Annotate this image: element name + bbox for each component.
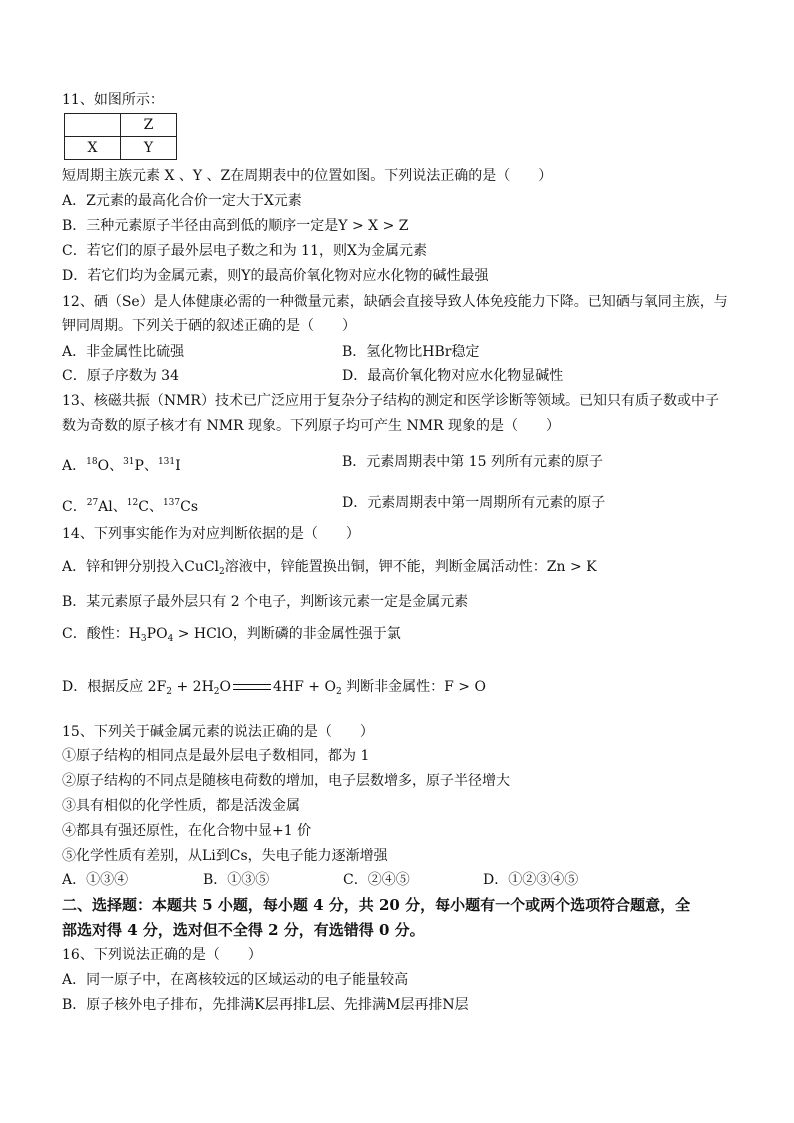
q14-option-b: B．某元素原子最外层只有 2 个电子，判断该元素一定是金属元素: [62, 594, 469, 610]
subscript: 2: [335, 687, 342, 697]
q11-option-b: B．三种元素原子半径由高到低的顺序一定是Y > X > Z: [62, 218, 409, 234]
q15-option-c: C．②④⑤: [343, 872, 410, 888]
q12-option-b: B．氢化物比HBr稳定: [342, 344, 480, 360]
q15-option-d: D．①②③④⑤: [483, 872, 579, 888]
periodic-position-table: [64, 113, 177, 160]
q15-statement-4: ④都具有强还原性，在化合物中显+1 价: [62, 823, 312, 839]
element-symbol: Cs: [180, 499, 199, 515]
q13-option-c: [62, 493, 198, 513]
q12-option-d: D．最高价氧化物对应水化物显碱性: [342, 368, 564, 384]
q13-option-a: [62, 452, 181, 472]
subscript: 4: [167, 634, 174, 644]
q15-option-b: B．①③⑤: [203, 872, 270, 888]
mass-number: 131: [157, 457, 176, 467]
q15-statement-2: ②原子结构的不同点是随核电荷数的增加，电子层数增多，原子半径增大: [62, 773, 510, 789]
q13-stem-line1: 13、核磁共振（NMR）技术已广泛应用于复杂分子结构的测定和医学诊断等领域。已知只有质子数或中子: [62, 393, 719, 409]
q15-statement-1: ①原子结构的相同点是最外层电子数相同，都为 1: [62, 748, 370, 764]
table-cell-x: X: [65, 137, 121, 160]
section-2-heading-line2: 部选对得 4 分，选对但不全得 2 分，有选错得 0 分。: [62, 921, 425, 939]
option-label: A．: [62, 458, 87, 474]
q11-option-d: D．若它们均为金属元素，则Y的最高价氧化物对应水化物的碱性最强: [62, 268, 489, 284]
q16-option-a: A．同一原子中，在离核较远的区域运动的电子能量较高: [62, 972, 409, 988]
q12-option-a: A．非金属性比硫强: [62, 344, 185, 360]
section-2-heading-line1: 二、选择题：本题共 5 小题，每小题 4 分，共 20 分，每小题有一个或两个选项符合题意，全: [62, 896, 691, 914]
q12-option-c: C．原子序数为 34: [62, 368, 179, 384]
option-text: 4HF + O: [273, 679, 336, 695]
mass-number: 27: [86, 498, 99, 508]
separator: 、: [148, 499, 163, 515]
subscript: 2: [166, 687, 173, 697]
q13-stem-line2: 数为奇数的原子核才有 NMR 现象。下列原子均可产生 NMR 现象的是（ ）: [62, 418, 561, 434]
element-symbol: Al: [98, 499, 113, 515]
q11-stem: 短周期主族元素 X 、Y 、Z在周期表中的位置如图。下列说法正确的是（ ）: [62, 168, 553, 184]
q14-option-d: [62, 677, 486, 697]
separator: 、: [112, 499, 127, 515]
element-symbol: P: [134, 458, 144, 474]
q15-stem: 15、下列关于碱金属元素的说法正确的是（ ）: [62, 724, 374, 740]
q11-option-a: A．Z元素的最高化合价一定大于X元素: [62, 193, 302, 209]
q14-option-a: [62, 557, 597, 577]
mass-number: 137: [162, 498, 181, 508]
option-text: 溶液中，锌能置换出铜，钾不能，判断金属活动性：Zn > K: [224, 559, 597, 575]
element-symbol: I: [175, 458, 181, 474]
option-text: > HClO，判断磷的非金属性强于氯: [173, 626, 401, 642]
q14-stem: 14、下列事实能作为对应判断依据的是（ ）: [62, 526, 360, 542]
q12-stem-line2: 钾同周期。下列关于硒的叙述正确的是（ ）: [62, 318, 356, 334]
q15-statement-3: ③具有相似的化学性质，都是活泼金属: [62, 798, 300, 814]
option-text: + 2H: [172, 679, 214, 695]
subscript: 2: [213, 687, 220, 697]
table-cell-z: Z: [121, 114, 177, 137]
separator: 、: [109, 458, 124, 474]
mass-number: 31: [123, 457, 135, 467]
mass-number: 18: [86, 457, 98, 467]
option-text: 判断非金属性：F > O: [341, 679, 486, 695]
q16-option-b: B．原子核外电子排布，先排满K层再排L层、先排满M层再排N层: [62, 997, 469, 1013]
q13-option-d: D．元素周期表中第一周期所有元素的原子: [342, 495, 606, 511]
q14-option-c: [62, 624, 401, 644]
q12-stem-line1: 12、硒（Se）是人体健康必需的一种微量元素，缺硒会直接导致人体免疫能力下降。已知硒与氧同主族，与: [62, 294, 728, 310]
option-text: O: [219, 679, 231, 695]
mass-number: 12: [126, 498, 139, 508]
separator: 、: [143, 458, 158, 474]
subscript: 2: [219, 567, 225, 577]
q11-title: 11、如图所示：: [62, 92, 164, 108]
option-label: C．: [62, 499, 87, 515]
option-text: C．酸性：H: [62, 626, 141, 642]
equation-equals-sign: [233, 684, 271, 690]
table-cell-y: Y: [121, 137, 177, 160]
option-text: D．根据反应 2F: [62, 679, 167, 695]
option-text: PO: [146, 626, 168, 642]
q13-option-b: B．元素周期表中第 15 列所有元素的原子: [342, 454, 604, 470]
element-symbol: O: [97, 458, 110, 474]
subscript: 3: [140, 634, 147, 644]
q11-option-c: C．若它们的原子最外层电子数之和为 11，则X为金属元素: [62, 243, 427, 259]
element-symbol: C: [138, 499, 149, 515]
option-text: A．锌和钾分别投入CuCl: [62, 559, 220, 575]
q15-option-a: A．①③④: [62, 872, 129, 888]
q16-stem: 16、下列说法正确的是（ ）: [62, 947, 262, 963]
q15-statement-5: ⑤化学性质有差别，从Li到Cs，失电子能力逐渐增强: [62, 848, 388, 864]
table-cell-empty: [65, 114, 121, 137]
